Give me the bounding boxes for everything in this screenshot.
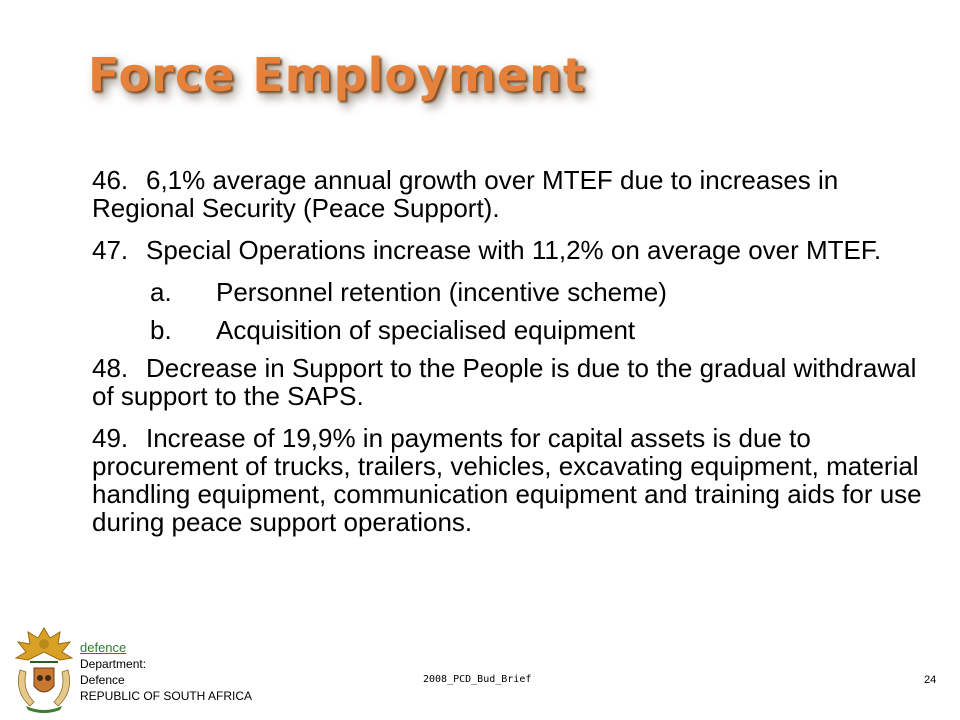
department-label: Department:: [80, 657, 147, 671]
country-name: REPUBLIC OF SOUTH AFRICA: [80, 689, 253, 703]
subpoint-text: Personnel retention (incentive scheme): [216, 277, 667, 307]
point-number: 48.: [92, 353, 129, 383]
department-name: Defence: [80, 673, 125, 687]
page-number: 24: [924, 674, 937, 686]
point-text: Increase of 19,9% in payments for capital assets is due to procurement of trucks, trailers, vehicles, excavating equipment, material handling equipment, communication equipment and training aids for use during peace support operations.: [92, 423, 922, 537]
point-text: 6,1% average annual growth over MTEF due to increases in Regional Security (Peace Support).: [92, 165, 839, 223]
point-47: [92, 236, 932, 264]
point-text: Special Operations increase with 11,2% on average over MTEF.: [146, 235, 882, 265]
subpoint-letter: a.: [150, 277, 172, 307]
point-number: 46.: [92, 165, 129, 195]
point-number: 47.: [92, 235, 129, 265]
subpoint-text: Acquisition of specialised equipment: [216, 315, 636, 345]
point-number: 49.: [92, 423, 129, 453]
coat-of-arms-icon: [6, 622, 82, 714]
point-46: [92, 166, 932, 222]
slide-body: [92, 166, 932, 550]
point-text: Decrease in Support to the People is due to the gradual withdrawal of support to the SAPS.: [92, 353, 917, 411]
defence-link[interactable]: defence: [80, 640, 127, 655]
file-name: 2008_PCD_Bud_Brief: [423, 674, 532, 685]
department-label-block: [80, 640, 252, 704]
slide-title: Force Employment: [88, 48, 586, 102]
point-48: [92, 354, 932, 410]
subpoint-b: [150, 316, 932, 344]
subpoint-a: [150, 278, 932, 306]
point-49: [92, 424, 932, 536]
subpoint-letter: b.: [150, 315, 172, 345]
